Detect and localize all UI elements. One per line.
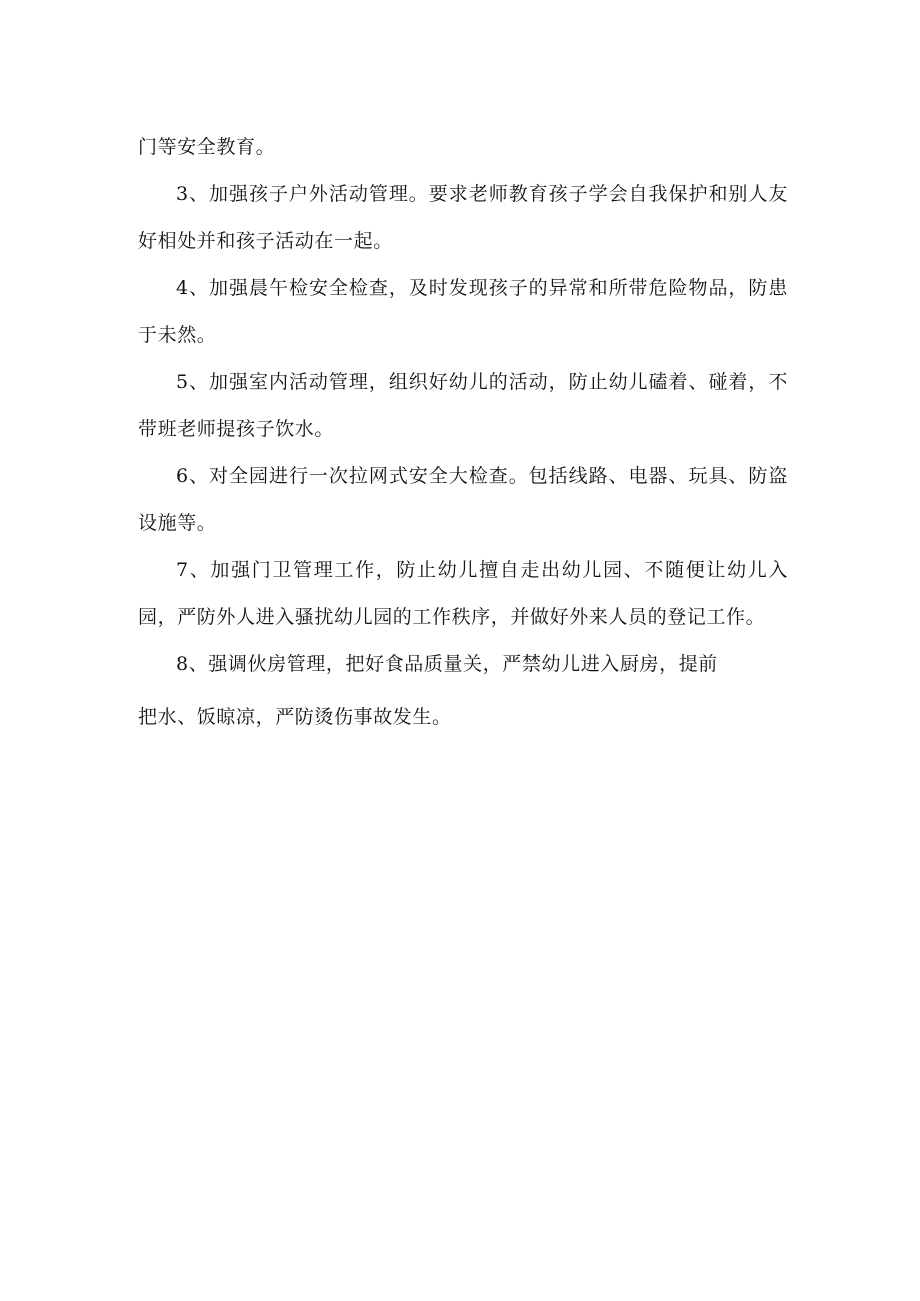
paragraph-item-8-continuation: 把水、饭晾凉，严防烫伤事故发生。 xyxy=(138,706,452,728)
paragraph-item-7: 7、加强门卫管理工作，防止幼儿擅自走出幼儿园、不随便让幼儿入园，严防外人进入骚扰幼儿园的工作秩序，并做好外来人员的登记工作。 xyxy=(138,559,788,628)
document-body xyxy=(138,124,788,741)
paragraph-item-6: 6、对全园进行一次拉网式安全大检查。包括线路、电器、玩具、防盗设施等。 xyxy=(138,465,788,534)
paragraph-item-8: 8、强调伙房管理，把好食品质量关，严禁幼儿进入厨房，提前 xyxy=(176,653,718,675)
paragraph-item-5: 5、加强室内活动管理，组织好幼儿的活动，防止幼儿磕着、碰着，不带班老师提孩子饮水。 xyxy=(138,371,788,440)
paragraph-item-4: 4、加强晨午检安全检查，及时发现孩子的异常和所带危险物品，防患于未然。 xyxy=(138,277,788,346)
paragraph-continuation: 门等安全教育。 xyxy=(138,136,276,158)
paragraph-item-3: 3、加强孩子户外活动管理。要求老师教育孩子学会自我保护和别人友好相处并和孩子活动在一起。 xyxy=(138,183,788,252)
